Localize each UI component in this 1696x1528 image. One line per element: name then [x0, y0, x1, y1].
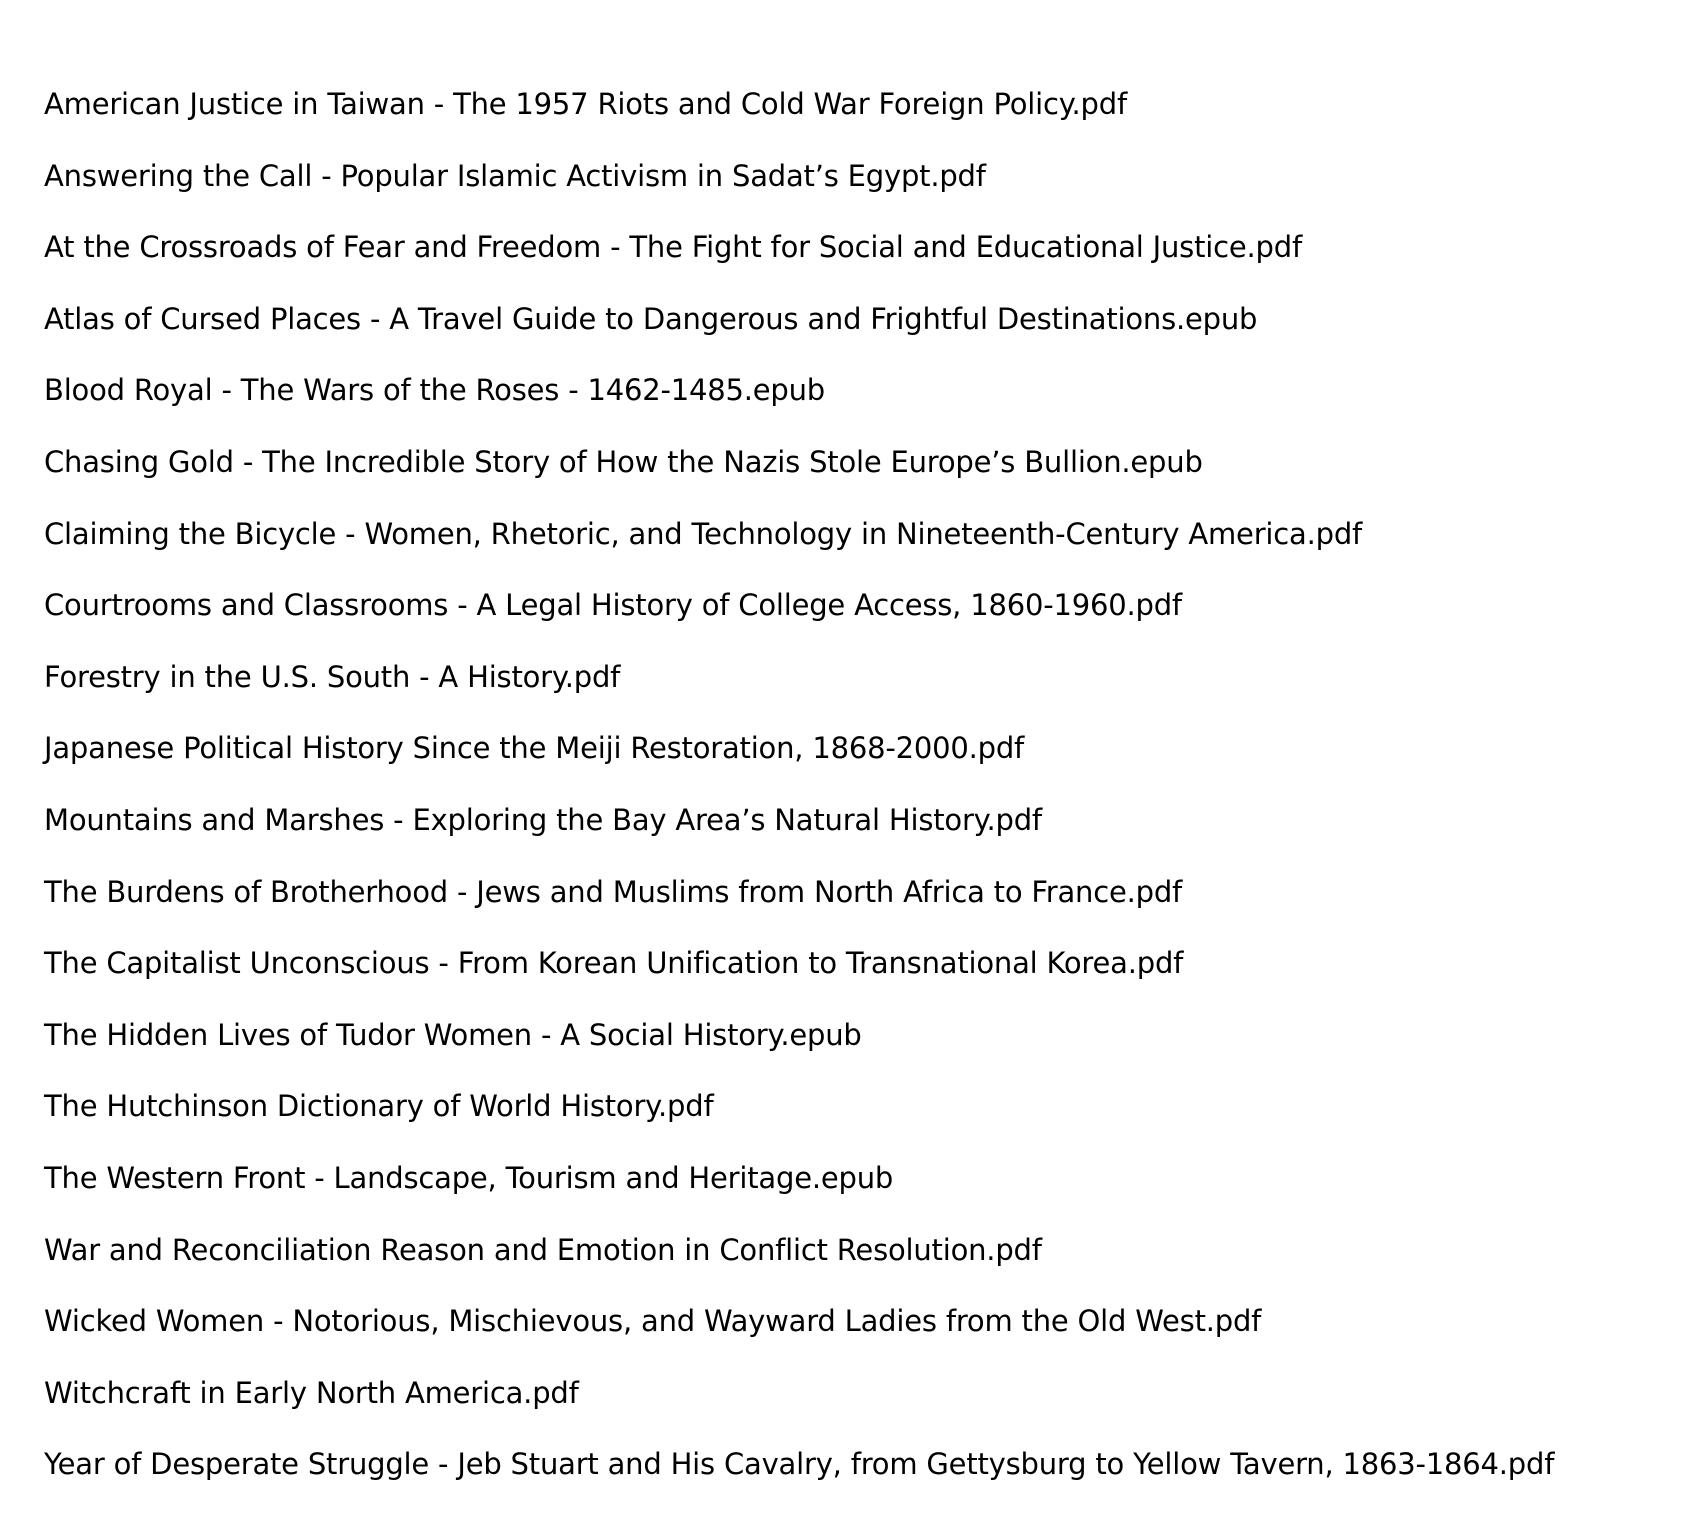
- file-name: Witchcraft in Early North America.pdf: [44, 1375, 579, 1410]
- file-name: Claiming the Bicycle - Women, Rhetoric, and Technology in Nineteenth-Century America.pdf: [44, 516, 1363, 551]
- file-list: [44, 84, 1554, 1516]
- file-name: The Burdens of Brotherhood - Jews and Muslims from North Africa to France.pdf: [44, 874, 1183, 909]
- file-name: Blood Royal - The Wars of the Roses - 1462-1485.epub: [44, 373, 825, 408]
- file-name: The Hidden Lives of Tudor Women - A Social History.epub: [44, 1017, 862, 1052]
- file-name: War and Reconciliation Reason and Emotion in Conflict Resolution.pdf: [44, 1232, 1042, 1267]
- file-name: Atlas of Cursed Places - A Travel Guide to Dangerous and Frightful Destinations.epub: [44, 301, 1258, 336]
- file-name: The Capitalist Unconscious - From Korean Unification to Transnational Korea.pdf: [44, 946, 1184, 981]
- file-name: Japanese Political History Since the Meiji Restoration, 1868-2000.pdf: [44, 731, 1025, 766]
- file-name: Wicked Women - Notorious, Mischievous, and Wayward Ladies from the Old West.pdf: [44, 1304, 1262, 1339]
- file-name: The Hutchinson Dictionary of World History.pdf: [44, 1089, 714, 1124]
- file-name: At the Crossroads of Fear and Freedom - The Fight for Social and Educational Justice.pdf: [44, 230, 1302, 265]
- file-name: Forestry in the U.S. South - A History.pdf: [44, 659, 621, 694]
- file-name: The Western Front - Landscape, Tourism and Heritage.epub: [44, 1160, 894, 1195]
- file-name: Mountains and Marshes - Exploring the Bay Area’s Natural History.pdf: [44, 802, 1042, 837]
- file-name: Year of Desperate Struggle - Jeb Stuart and His Cavalry, from Gettysburg to Yellow Tavern, 1863-1864.pdf: [44, 1447, 1555, 1482]
- file-name: Courtrooms and Classrooms - A Legal History of College Access, 1860-1960.pdf: [44, 588, 1182, 623]
- file-name: Answering the Call - Popular Islamic Activism in Sadat’s Egypt.pdf: [44, 158, 986, 193]
- file-name: Chasing Gold - The Incredible Story of How the Nazis Stole Europe’s Bullion.epub: [44, 444, 1203, 479]
- file-name: American Justice in Taiwan - The 1957 Riots and Cold War Foreign Policy.pdf: [44, 87, 1127, 121]
